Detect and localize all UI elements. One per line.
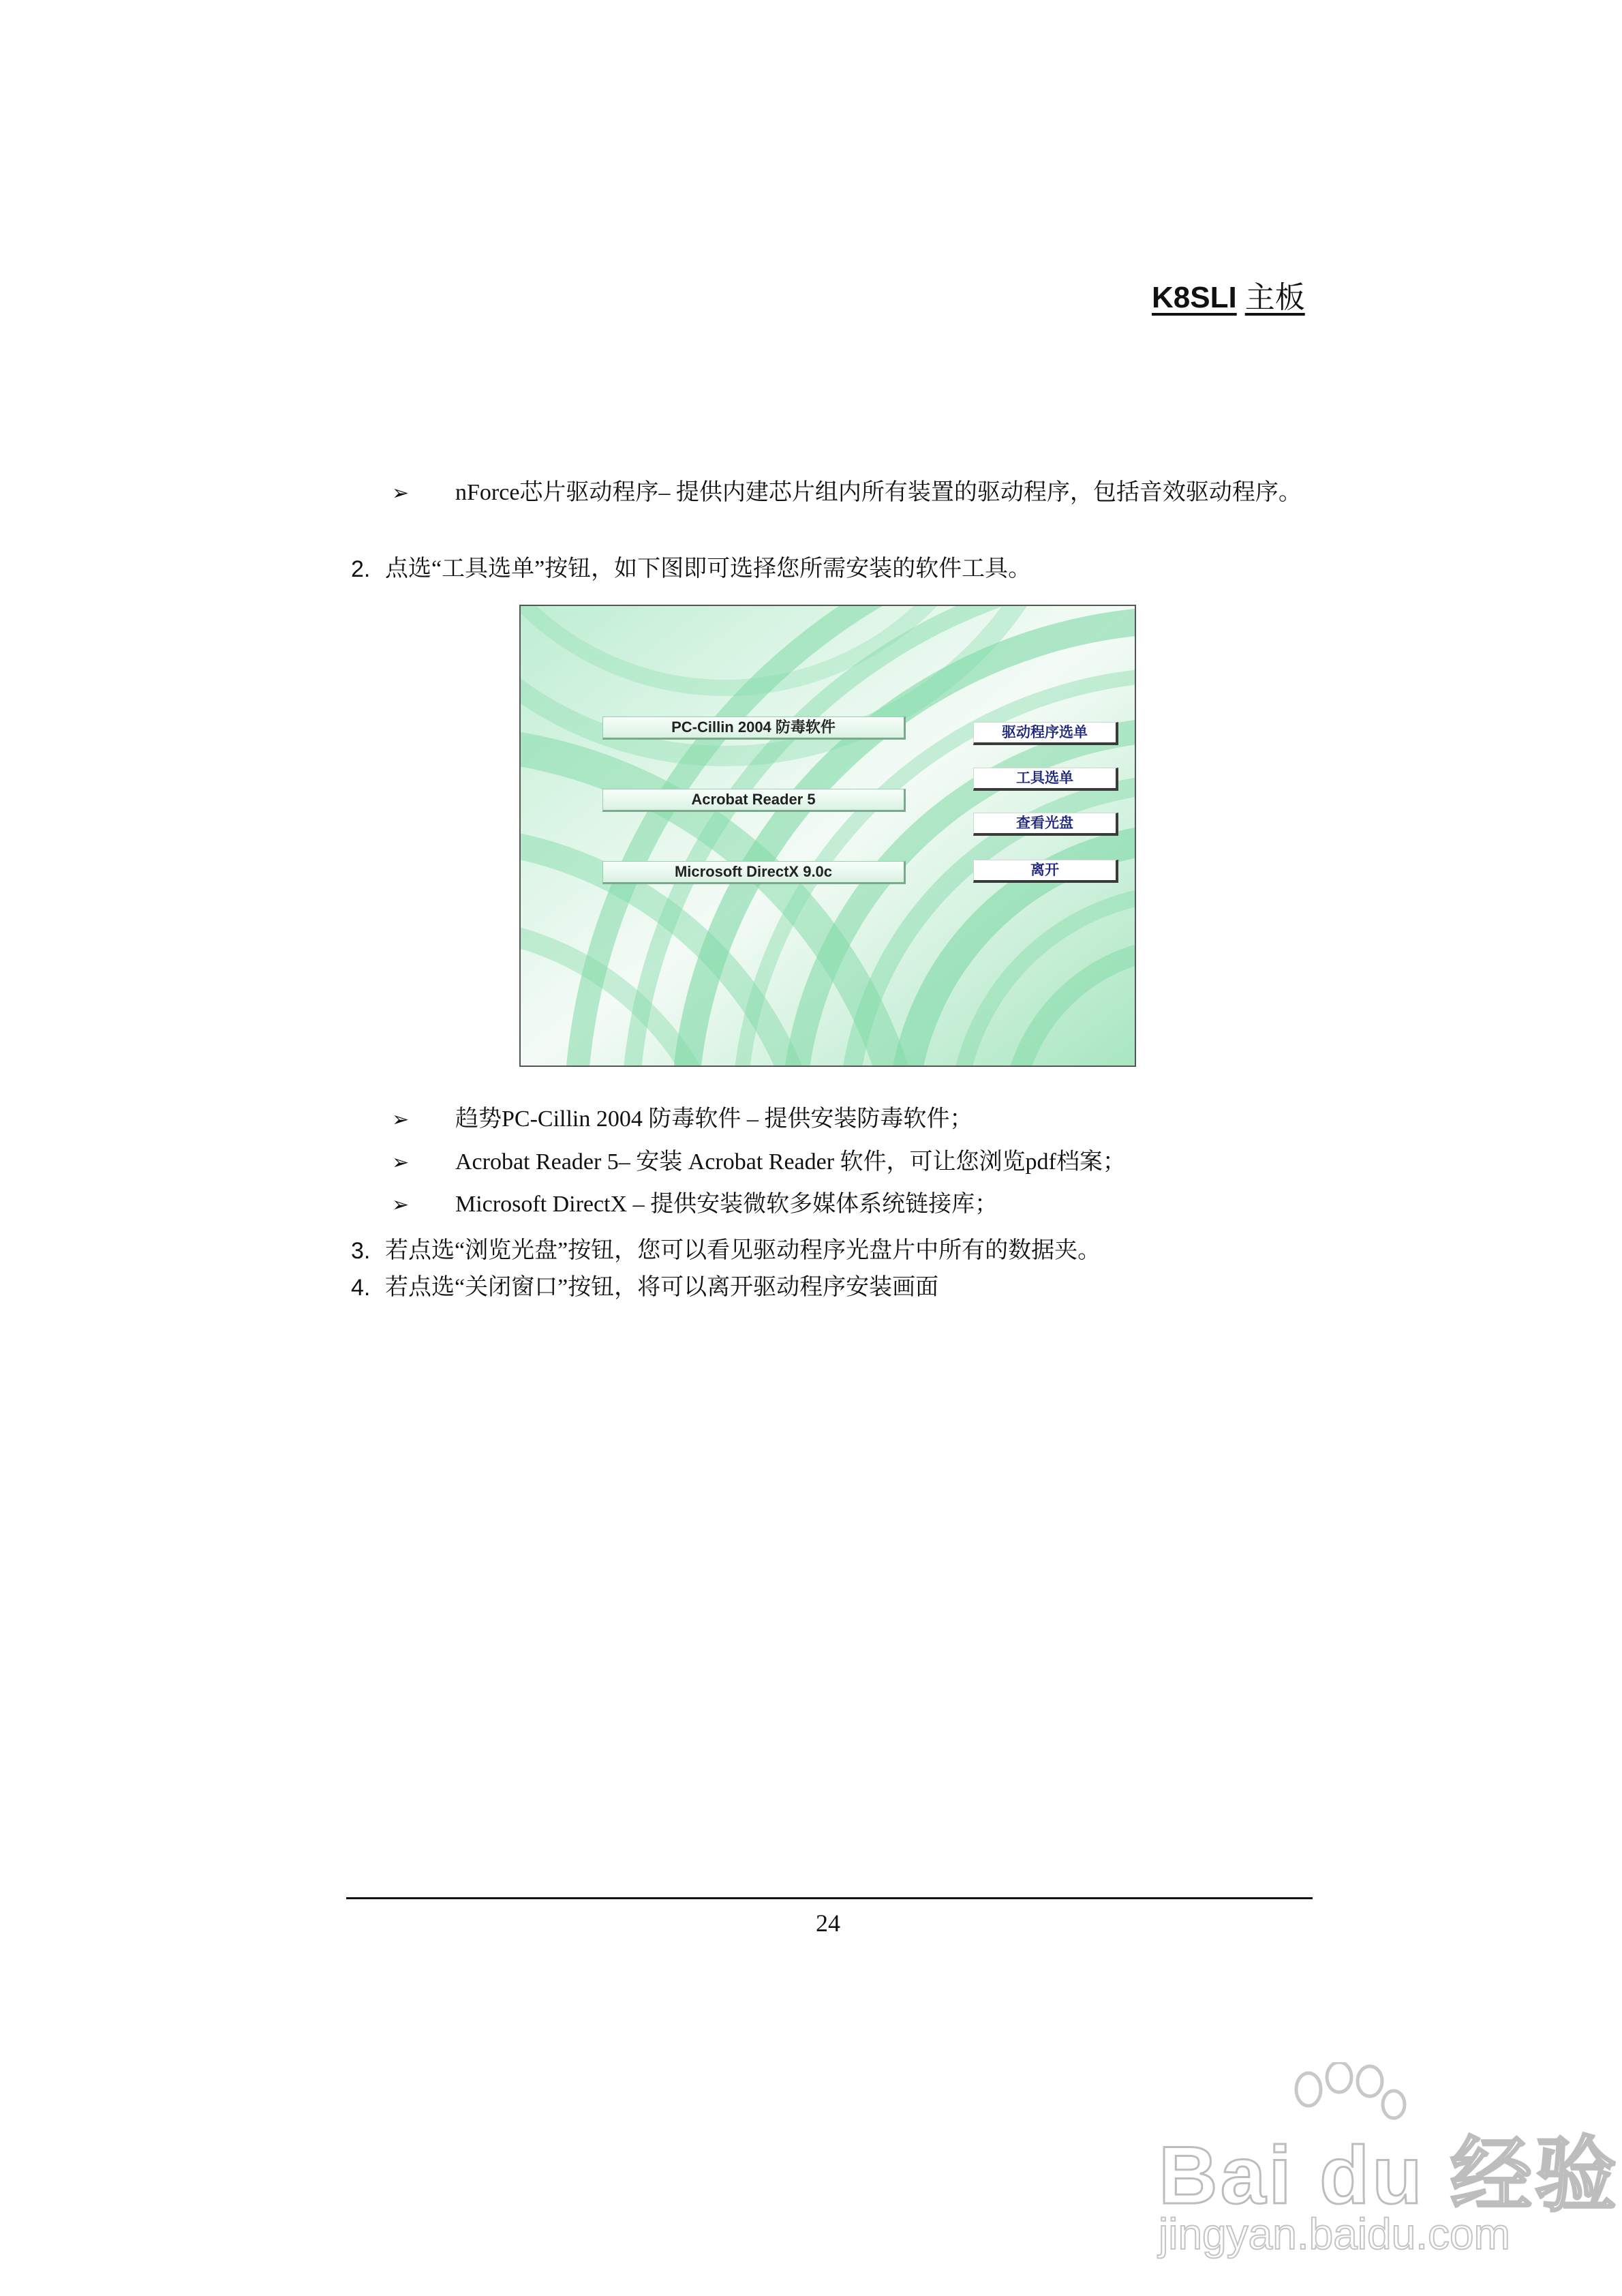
bullet-item	[392, 1108, 409, 1131]
option-acrobat-button[interactable]: Acrobat Reader 5	[602, 789, 906, 812]
option-directx-button[interactable]: Microsoft DirectX 9.0c	[602, 861, 906, 884]
bullet-text: Microsoft DirectX – 提供安装微软多媒体系统链接库；	[455, 1192, 998, 1217]
exit-button[interactable]: 离开	[973, 860, 1118, 883]
header-model: K8SLI	[1152, 281, 1237, 314]
driver-menu-button[interactable]: 驱动程序选单	[973, 722, 1118, 745]
watermark-url: jingyan.baidu.com	[1159, 2209, 1510, 2259]
swirl-background	[521, 606, 1136, 1067]
bullet-arrow-icon: ➢	[392, 481, 410, 505]
page-header	[1152, 273, 1305, 316]
step-number: 2.	[351, 556, 371, 582]
bullet-arrow-icon: ➢	[392, 1108, 410, 1132]
bullet-text: 趋势PC-Cillin 2004 防毒软件 – 提供安装防毒软件；	[455, 1106, 973, 1132]
step-number: 4.	[351, 1275, 371, 1301]
bullet-arrow-icon: ➢	[392, 1193, 410, 1217]
step-text: 若点选“关闭窗口”按钮，将可以离开驱动程序安装画面	[385, 1275, 939, 1300]
tools-menu-button[interactable]: 工具选单	[973, 768, 1118, 791]
browse-cd-button[interactable]: 查看光盘	[973, 813, 1118, 836]
bullet-item	[392, 1151, 409, 1174]
footer-divider	[346, 1897, 1313, 1899]
option-pccillin-button[interactable]: PC-Cillin 2004 防毒软件	[602, 716, 906, 740]
step-text: 点选“工具选单”按钮，如下图即可选择您所需安装的软件工具。	[385, 556, 1032, 581]
bullet-item	[392, 481, 409, 504]
bullet-text: nForce芯片驱动程序– 提供内建芯片组内所有装置的驱动程序，包括音效驱动程序。	[455, 480, 1302, 505]
page-number: 24	[816, 1909, 840, 1937]
bullet-arrow-icon: ➢	[392, 1151, 410, 1175]
header-suffix: 主板	[1244, 281, 1305, 314]
installer-screenshot	[519, 605, 1136, 1067]
step-text: 若点选“浏览光盘”按钮，您可以看见驱动程序光盘片中所有的数据夹。	[385, 1238, 1101, 1263]
bullet-item	[392, 1193, 409, 1216]
bullet-text: Acrobat Reader 5– 安装 Acrobat Reader 软件，可让您浏览pdf档案；	[455, 1149, 1126, 1175]
watermark-brand: Bai du 经验	[1159, 2130, 1620, 2221]
step-number: 3.	[351, 1238, 371, 1264]
